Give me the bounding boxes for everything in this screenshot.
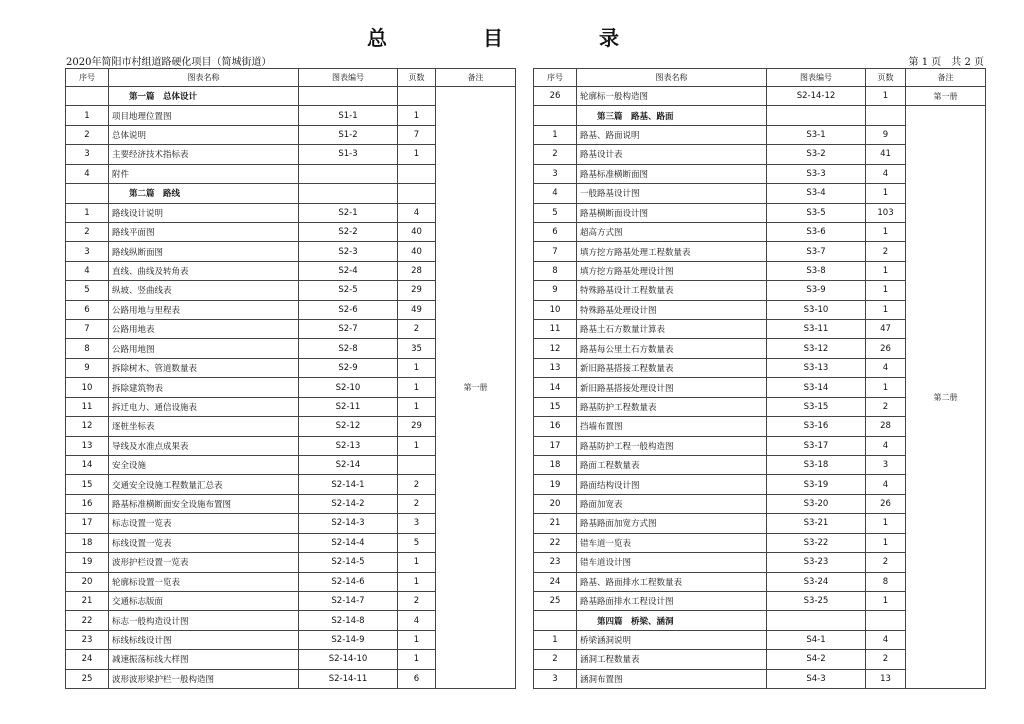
cell-code: S3-20 — [767, 494, 866, 513]
cell-code: S2-14-2 — [299, 494, 398, 513]
cell-name: 标志一般构造设计图 — [109, 611, 299, 630]
cell-name: 减速振荡标线大样图 — [109, 650, 299, 669]
cell-seq: 22 — [66, 611, 109, 630]
cell-pages: 47 — [866, 320, 906, 339]
cell-pages: 35 — [398, 339, 436, 358]
cell-pages: 1 — [398, 572, 436, 591]
cell-pages: 29 — [398, 417, 436, 436]
cell-seq: 25 — [66, 669, 109, 688]
cell-code: S3-16 — [767, 417, 866, 436]
cell-seq: 2 — [534, 650, 577, 669]
cell-name: 路基标准横断面图 — [577, 164, 767, 183]
cell-name: 错车道设计图 — [577, 553, 767, 572]
cell-name: 路基防护工程数量表 — [577, 397, 767, 416]
cell-seq: 21 — [534, 514, 577, 533]
cell-code: S3-13 — [767, 358, 866, 377]
cell-pages: 26 — [866, 494, 906, 513]
cell-code — [767, 611, 866, 630]
cell-name: 路基设计表 — [577, 145, 767, 164]
cell-pages: 4 — [398, 611, 436, 630]
cell-code: S3-6 — [767, 222, 866, 241]
cell-code: S3-24 — [767, 572, 866, 591]
cell-name: 挡墙布置图 — [577, 417, 767, 436]
cell-pages: 5 — [398, 533, 436, 552]
cell-pages: 2 — [866, 650, 906, 669]
cell-name: 路基防护工程一般构造图 — [577, 436, 767, 455]
cell-name: 直线、曲线及转角表 — [109, 261, 299, 280]
cell-seq: 6 — [66, 300, 109, 319]
cell-pages: 1 — [866, 378, 906, 397]
cell-name: 路基路面加宽方式图 — [577, 514, 767, 533]
cell-name: 路基每公里土石方数量表 — [577, 339, 767, 358]
cell-code — [299, 184, 398, 203]
cell-code: S3-23 — [767, 553, 866, 572]
cell-code: S2-14-4 — [299, 533, 398, 552]
header-pages: 页数 — [398, 69, 436, 87]
cell-code: S4-2 — [767, 650, 866, 669]
cell-pages: 28 — [866, 417, 906, 436]
cell-name: 新旧路基搭接工程数量表 — [577, 358, 767, 377]
cell-seq: 19 — [534, 475, 577, 494]
cell-name: 路面加宽表 — [577, 494, 767, 513]
cell-name: 第三篇 路基、路面 — [577, 106, 767, 125]
cell-seq: 14 — [534, 378, 577, 397]
cell-seq: 7 — [534, 242, 577, 261]
cell-seq: 1 — [66, 106, 109, 125]
header-pages: 页数 — [866, 69, 906, 87]
cell-pages: 1 — [866, 514, 906, 533]
cell-seq: 22 — [534, 533, 577, 552]
cell-seq: 9 — [66, 358, 109, 377]
cell-name: 波形波形梁护栏一般构造图 — [109, 669, 299, 688]
cell-seq: 18 — [66, 533, 109, 552]
cell-name: 拆除树木、管道数量表 — [109, 358, 299, 377]
cell-pages: 3 — [866, 456, 906, 475]
cell-code: S3-14 — [767, 378, 866, 397]
cell-name: 轮廓标一般构造图 — [577, 87, 767, 106]
cell-name: 涵洞工程数量表 — [577, 650, 767, 669]
cell-seq: 18 — [534, 456, 577, 475]
header-seq: 序号 — [66, 69, 109, 87]
cell-pages: 103 — [866, 203, 906, 222]
cell-name: 标志设置一览表 — [109, 514, 299, 533]
cell-remark: 第二册 — [906, 106, 986, 689]
cell-pages: 1 — [398, 145, 436, 164]
cell-seq: 15 — [66, 475, 109, 494]
cell-name: 项目地理位置图 — [109, 106, 299, 125]
cell-pages: 49 — [398, 300, 436, 319]
cell-name: 路面工程数量表 — [577, 456, 767, 475]
cell-name: 导线及水准点成果表 — [109, 436, 299, 455]
cell-pages — [398, 184, 436, 203]
cell-seq: 23 — [66, 630, 109, 649]
cell-name: 路基、路面说明 — [577, 125, 767, 144]
cell-name: 拆迁电力、通信设施表 — [109, 397, 299, 416]
cell-code: S2-3 — [299, 242, 398, 261]
cell-name: 路基土石方数量计算表 — [577, 320, 767, 339]
cell-name: 特殊路基设计工程数量表 — [577, 281, 767, 300]
cell-name: 公路用地图 — [109, 339, 299, 358]
cell-seq: 11 — [66, 397, 109, 416]
cell-pages: 1 — [866, 533, 906, 552]
cell-name: 填方挖方路基处理设计图 — [577, 261, 767, 280]
cell-name: 纵坡、竖曲线表 — [109, 281, 299, 300]
cell-name: 第一篇 总体设计 — [109, 87, 299, 106]
cell-pages: 4 — [866, 475, 906, 494]
cell-code: S2-14-9 — [299, 630, 398, 649]
cell-code: S2-14-6 — [299, 572, 398, 591]
cell-code: S2-9 — [299, 358, 398, 377]
cell-code: S1-1 — [299, 106, 398, 125]
header-code: 图表编号 — [767, 69, 866, 87]
cell-seq: 1 — [66, 203, 109, 222]
header-code: 图表编号 — [299, 69, 398, 87]
cell-code: S1-2 — [299, 125, 398, 144]
cell-pages — [398, 87, 436, 106]
cell-code: S4-3 — [767, 669, 866, 688]
cell-name: 路线设计说明 — [109, 203, 299, 222]
cell-pages — [866, 611, 906, 630]
cell-code: S3-12 — [767, 339, 866, 358]
cell-pages: 1 — [866, 261, 906, 280]
cell-pages — [398, 456, 436, 475]
cell-code: S2-14-10 — [299, 650, 398, 669]
cell-code: S3-25 — [767, 591, 866, 610]
cell-pages: 2 — [398, 320, 436, 339]
cell-pages: 1 — [866, 222, 906, 241]
cell-seq: 26 — [534, 87, 577, 106]
cell-name: 主要经济技术指标表 — [109, 145, 299, 164]
cell-code: S2-13 — [299, 436, 398, 455]
cell-pages: 1 — [398, 650, 436, 669]
cell-name: 安全设施 — [109, 456, 299, 475]
cell-code: S3-9 — [767, 281, 866, 300]
cell-pages: 2 — [866, 242, 906, 261]
cell-code: S3-22 — [767, 533, 866, 552]
cell-pages: 1 — [866, 591, 906, 610]
cell-pages: 1 — [398, 630, 436, 649]
cell-code: S2-14-3 — [299, 514, 398, 533]
cell-code: S2-8 — [299, 339, 398, 358]
cell-name: 路基路面排水工程设计图 — [577, 591, 767, 610]
cell-code: S3-3 — [767, 164, 866, 183]
cell-seq: 5 — [66, 281, 109, 300]
cell-seq: 1 — [534, 630, 577, 649]
cell-pages: 1 — [398, 378, 436, 397]
cell-code: S3-1 — [767, 125, 866, 144]
cell-remark: 第一册 — [906, 87, 986, 106]
cell-name: 新旧路基搭接处理设计图 — [577, 378, 767, 397]
cell-seq: 3 — [66, 242, 109, 261]
cell-seq: 24 — [534, 572, 577, 591]
cell-pages: 40 — [398, 242, 436, 261]
cell-pages: 13 — [866, 669, 906, 688]
header-remark: 备注 — [906, 69, 986, 87]
cell-code: S3-7 — [767, 242, 866, 261]
cell-pages — [398, 164, 436, 183]
cell-seq: 25 — [534, 591, 577, 610]
cell-seq: 20 — [534, 494, 577, 513]
cell-seq — [66, 184, 109, 203]
cell-pages: 2 — [866, 397, 906, 416]
cell-name: 逐桩坐标表 — [109, 417, 299, 436]
cell-code: S3-8 — [767, 261, 866, 280]
cell-seq: 11 — [534, 320, 577, 339]
cell-code: S2-10 — [299, 378, 398, 397]
cell-pages: 40 — [398, 222, 436, 241]
cell-pages: 26 — [866, 339, 906, 358]
cell-seq: 4 — [66, 261, 109, 280]
header-remark: 备注 — [436, 69, 516, 87]
cell-name: 波形护栏设置一览表 — [109, 553, 299, 572]
cell-name: 涵洞布置图 — [577, 669, 767, 688]
cell-name: 附件 — [109, 164, 299, 183]
cell-seq: 3 — [534, 669, 577, 688]
cell-name: 公路用地表 — [109, 320, 299, 339]
cell-code: S1-3 — [299, 145, 398, 164]
cell-seq — [534, 106, 577, 125]
cell-name: 拆除建筑物表 — [109, 378, 299, 397]
cell-pages: 29 — [398, 281, 436, 300]
project-name: 2020年简阳市村组道路硬化项目（简城街道） — [66, 57, 272, 68]
cell-code: S2-14-12 — [767, 87, 866, 106]
cell-code: S3-2 — [767, 145, 866, 164]
cell-pages: 6 — [398, 669, 436, 688]
cell-pages: 1 — [866, 87, 906, 106]
cell-seq: 10 — [66, 378, 109, 397]
cell-code: S3-15 — [767, 397, 866, 416]
cell-code: S3-18 — [767, 456, 866, 475]
cell-pages: 1 — [398, 358, 436, 377]
cell-name: 轮廓标设置一览表 — [109, 572, 299, 591]
cell-pages: 1 — [398, 436, 436, 455]
cell-pages: 1 — [398, 553, 436, 572]
cell-name: 一般路基设计图 — [577, 184, 767, 203]
cell-code: S3-11 — [767, 320, 866, 339]
cell-seq: 17 — [534, 436, 577, 455]
cell-code: S2-2 — [299, 222, 398, 241]
cell-seq: 24 — [66, 650, 109, 669]
cell-seq: 13 — [534, 358, 577, 377]
cell-seq: 2 — [534, 145, 577, 164]
page-indicator: 第 1 页 共 2 页 — [908, 57, 984, 68]
cell-code: S3-21 — [767, 514, 866, 533]
cell-name: 填方挖方路基处理工程数量表 — [577, 242, 767, 261]
cell-seq: 3 — [534, 164, 577, 183]
cell-seq: 7 — [66, 320, 109, 339]
section-row — [66, 87, 516, 106]
cell-code — [299, 87, 398, 106]
cell-code: S2-12 — [299, 417, 398, 436]
table-row — [534, 87, 986, 106]
cell-pages: 2 — [398, 475, 436, 494]
cell-code: S3-17 — [767, 436, 866, 455]
cell-seq: 8 — [534, 261, 577, 280]
cell-name: 路线纵断面图 — [109, 242, 299, 261]
cell-seq — [66, 87, 109, 106]
cell-pages: 1 — [866, 300, 906, 319]
section-row — [534, 106, 986, 125]
cell-name: 标线标线设计图 — [109, 630, 299, 649]
cell-code: S2-14 — [299, 456, 398, 475]
catalog-table-left — [65, 68, 516, 689]
cell-seq: 10 — [534, 300, 577, 319]
cell-name: 交通安全设施工程数量汇总表 — [109, 475, 299, 494]
cell-seq: 19 — [66, 553, 109, 572]
cell-pages: 4 — [866, 358, 906, 377]
cell-pages — [866, 106, 906, 125]
cell-name: 总体说明 — [109, 125, 299, 144]
cell-code: S4-1 — [767, 630, 866, 649]
cell-seq: 13 — [66, 436, 109, 455]
cell-seq: 15 — [534, 397, 577, 416]
cell-code: S3-10 — [767, 300, 866, 319]
cell-pages: 9 — [866, 125, 906, 144]
cell-name: 特殊路基处理设计图 — [577, 300, 767, 319]
cell-code: S2-11 — [299, 397, 398, 416]
header-seq: 序号 — [534, 69, 577, 87]
cell-seq: 20 — [66, 572, 109, 591]
cell-seq: 21 — [66, 591, 109, 610]
cell-pages: 2 — [866, 553, 906, 572]
cell-seq: 14 — [66, 456, 109, 475]
cell-name: 交通标志版面 — [109, 591, 299, 610]
cell-pages: 1 — [866, 281, 906, 300]
cell-seq: 3 — [66, 145, 109, 164]
cell-seq: 12 — [66, 417, 109, 436]
table-header-row — [534, 69, 986, 87]
table-header-row — [66, 69, 516, 87]
cell-code: S2-14-1 — [299, 475, 398, 494]
cell-name: 路面结构设计图 — [577, 475, 767, 494]
cell-code: S3-4 — [767, 184, 866, 203]
cell-seq: 23 — [534, 553, 577, 572]
cell-pages: 1 — [866, 184, 906, 203]
cell-pages: 28 — [398, 261, 436, 280]
cell-seq: 8 — [66, 339, 109, 358]
cell-seq: 6 — [534, 222, 577, 241]
cell-pages: 1 — [398, 397, 436, 416]
cell-code: S3-19 — [767, 475, 866, 494]
cell-code: S2-7 — [299, 320, 398, 339]
cell-code: S3-5 — [767, 203, 866, 222]
cell-seq: 2 — [66, 125, 109, 144]
cell-name: 路基标准横断面安全设施布置图 — [109, 494, 299, 513]
cell-code: S2-4 — [299, 261, 398, 280]
cell-name: 标线设置一览表 — [109, 533, 299, 552]
cell-pages: 4 — [866, 164, 906, 183]
cell-pages: 4 — [866, 630, 906, 649]
cell-name: 错车道一览表 — [577, 533, 767, 552]
cell-code: S2-6 — [299, 300, 398, 319]
cell-seq: 5 — [534, 203, 577, 222]
cell-pages: 2 — [398, 494, 436, 513]
cell-pages: 3 — [398, 514, 436, 533]
cell-seq: 16 — [66, 494, 109, 513]
cell-name: 桥梁涵洞说明 — [577, 630, 767, 649]
cell-pages: 4 — [398, 203, 436, 222]
catalog-table-right — [533, 68, 986, 689]
cell-name: 路线平面图 — [109, 222, 299, 241]
cell-code: S2-1 — [299, 203, 398, 222]
cell-code: S2-14-5 — [299, 553, 398, 572]
cell-name: 路基、路面排水工程数量表 — [577, 572, 767, 591]
cell-seq: 9 — [534, 281, 577, 300]
cell-code: S2-14-8 — [299, 611, 398, 630]
cell-code: S2-14-7 — [299, 591, 398, 610]
cell-seq: 2 — [66, 222, 109, 241]
cell-name: 超高方式图 — [577, 222, 767, 241]
cell-pages: 7 — [398, 125, 436, 144]
cell-pages: 8 — [866, 572, 906, 591]
cell-name: 公路用地与里程表 — [109, 300, 299, 319]
cell-seq: 12 — [534, 339, 577, 358]
header-name: 图表名称 — [109, 69, 299, 87]
cell-pages: 41 — [866, 145, 906, 164]
cell-pages: 2 — [398, 591, 436, 610]
cell-name: 路基横断面设计图 — [577, 203, 767, 222]
cell-seq: 4 — [534, 184, 577, 203]
cell-name: 第二篇 路线 — [109, 184, 299, 203]
cell-seq: 1 — [534, 125, 577, 144]
cell-seq: 4 — [66, 164, 109, 183]
cell-code — [299, 164, 398, 183]
header-name: 图表名称 — [577, 69, 767, 87]
cell-remark: 第一册 — [436, 87, 516, 689]
cell-seq: 17 — [66, 514, 109, 533]
cell-pages: 4 — [866, 436, 906, 455]
cell-seq — [534, 611, 577, 630]
page-title: 总 目 录 — [367, 26, 657, 50]
cell-code: S2-14-11 — [299, 669, 398, 688]
cell-seq: 16 — [534, 417, 577, 436]
cell-code: S2-5 — [299, 281, 398, 300]
cell-pages: 1 — [398, 106, 436, 125]
cell-name: 第四篇 桥梁、涵洞 — [577, 611, 767, 630]
cell-code — [767, 106, 866, 125]
